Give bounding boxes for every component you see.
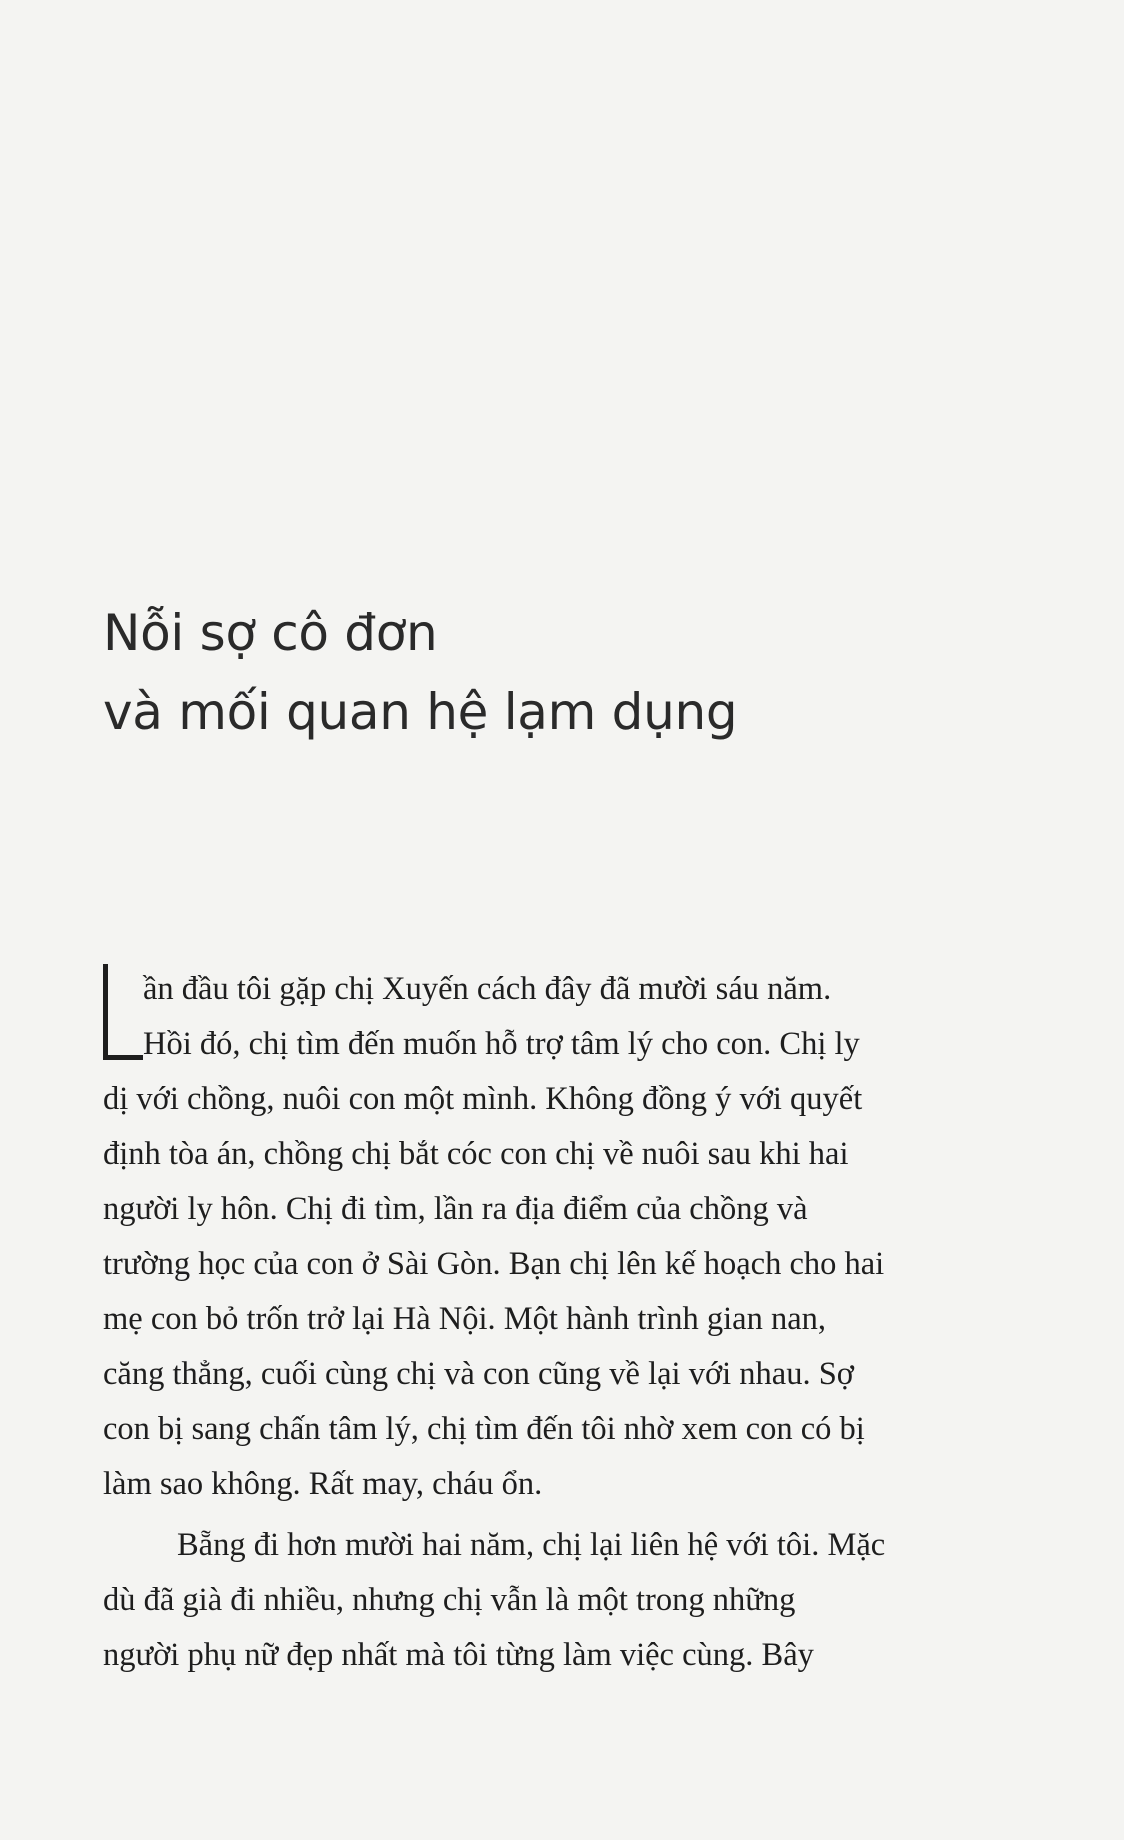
- body-line: người ly hôn. Chị đi tìm, lần ra địa điểm của chồng và: [103, 1191, 808, 1227]
- body-line: căng thẳng, cuối cùng chị và con cũng về lại với nhau. Sợ: [103, 1356, 854, 1392]
- chapter-title-line-1: Nỗi sợ cô đơn: [103, 604, 438, 662]
- body-text: [103, 962, 973, 1683]
- body-line: người phụ nữ đẹp nhất mà tôi từng làm việc cùng. Bây: [103, 1637, 814, 1673]
- body-line: làm sao không. Rất may, cháu ổn.: [103, 1466, 543, 1502]
- chapter-title: [103, 594, 1003, 752]
- body-line: Hồi đó, chị tìm đến muốn hỗ trợ tâm lý cho con. Chị ly: [143, 1026, 860, 1062]
- body-line: Bẵng đi hơn mười hai năm, chị lại liên hệ với tôi. Mặc: [177, 1527, 886, 1563]
- body-line: mẹ con bỏ trốn trở lại Hà Nội. Một hành trình gian nan,: [103, 1301, 827, 1337]
- body-line: ần đầu tôi gặp chị Xuyến cách đây đã mười sáu năm.: [143, 971, 832, 1007]
- chapter-title-line-2: và mối quan hệ lạm dụng: [103, 683, 738, 741]
- body-line: dị với chồng, nuôi con một mình. Không đồng ý với quyết: [103, 1081, 863, 1117]
- body-line: dù đã già đi nhiều, nhưng chị vẫn là một trong những: [103, 1582, 796, 1618]
- body-line: định tòa án, chồng chị bắt cóc con chị về nuôi sau khi hai: [103, 1136, 849, 1172]
- body-line: con bị sang chấn tâm lý, chị tìm đến tôi nhờ xem con có bị: [103, 1411, 865, 1447]
- body-line: trường học của con ở Sài Gòn. Bạn chị lên kế hoạch cho hai: [103, 1246, 885, 1282]
